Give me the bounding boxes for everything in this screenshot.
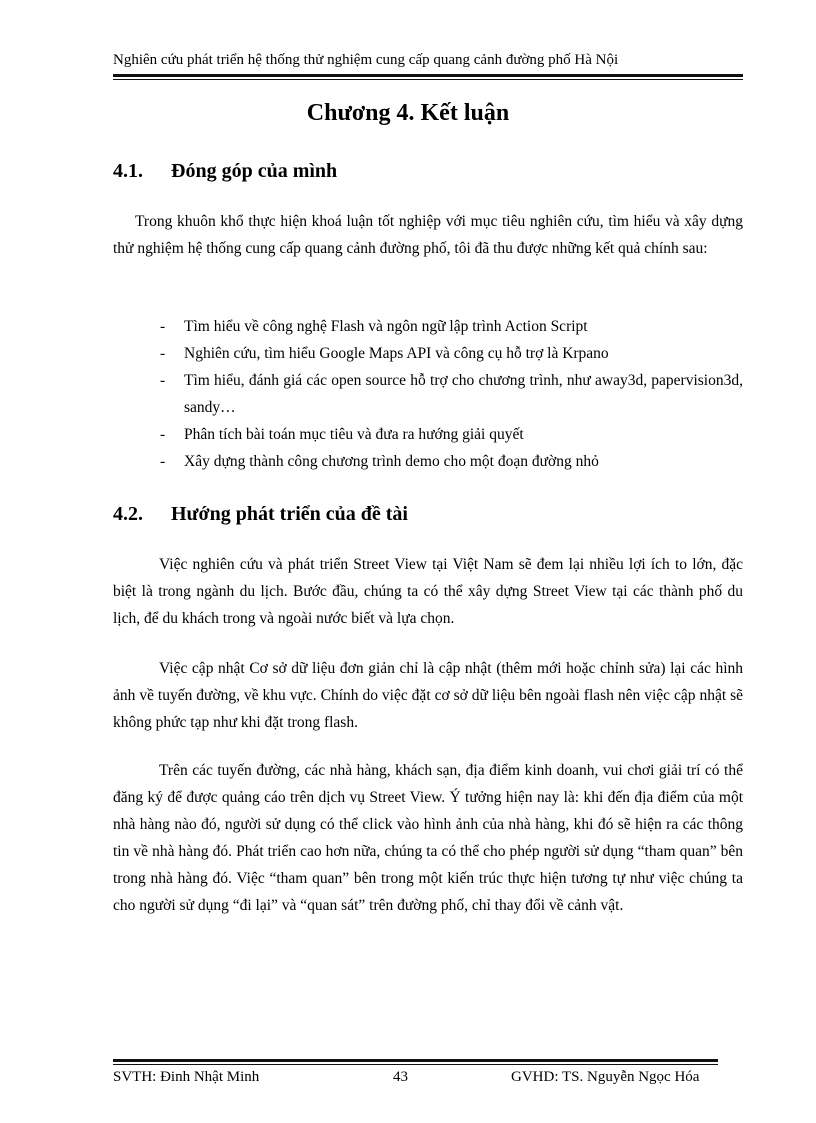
bullet-dash: - — [160, 372, 166, 389]
footer-student: SVTH: Đinh Nhật Minh — [113, 1069, 260, 1085]
section-heading-4-2 — [113, 503, 408, 526]
page-number: 43 — [393, 1069, 408, 1085]
list-item-text: Tìm hiểu về công nghệ Flash và ngôn ngữ lập trình Action Script — [184, 318, 588, 335]
contribution-list — [160, 313, 743, 475]
list-item-text: Xây dựng thành công chương trình demo cho một đoạn đường nhỏ — [184, 453, 599, 470]
section-number: 4.1. — [113, 160, 143, 182]
body-paragraph: Việc cập nhật Cơ sở dữ liệu đơn giản chỉ là cập nhật (thêm mới hoặc chỉnh sửa) lại các hình ảnh về tuyến đường, về khu vực. Chính do việc đặt cơ sở dữ liệu bên ngoài flash nên việc cập nhật sẽ không phức tạp như khi đặt trong flash. — [113, 660, 743, 731]
section-title: Đóng góp của mình — [171, 160, 338, 182]
list-item — [160, 421, 743, 448]
section-heading-4-1 — [113, 160, 337, 183]
bullet-dash: - — [160, 453, 166, 470]
section-number: 4.2. — [113, 503, 143, 525]
body-paragraph: Trên các tuyến đường, các nhà hàng, khách sạn, địa điểm kinh doanh, vui chơi giải trí có thể đăng ký để được quảng cáo trên dịch vụ Street View. Ý tưởng hiện nay là: khi đến địa điểm của một nhà hàng nào đó, người sử dụng có thể click vào hình ảnh của nhà hàng, khi đó sẽ hiện ra các thông tin về nhà hàng đó. Phát triển cao hơn nữa, chúng ta có thể cho phép người sử dụng “tham quan” bên trong nhà hàng đó. Việc “tham quan” bên trong một kiến trúc thực hiện tương tự như việc chúng ta cho người sử dụng “đi lại” và “quan sát” trên đường phố, chỉ thay đổi về cảnh vật. — [113, 762, 743, 914]
header-rule — [113, 74, 743, 80]
section-intro-paragraph: Trong khuôn khổ thực hiện khoá luận tốt nghiệp với mục tiêu nghiên cứu, tìm hiểu và xây dựng thử nghiệm hệ thống cung cấp quang cảnh đường phố, tôi đã thu được những kết quả chính sau: — [113, 213, 743, 257]
bullet-dash: - — [160, 345, 166, 362]
footer-rule — [113, 1059, 718, 1065]
list-item — [160, 367, 743, 421]
chapter-title: Chương 4. Kết luận — [306, 100, 510, 126]
bullet-dash: - — [160, 318, 166, 335]
list-item-text: Phân tích bài toán mục tiêu và đưa ra hướng giải quyết — [184, 426, 524, 443]
list-item — [160, 448, 743, 475]
section-title: Hướng phát triển của đề tài — [171, 503, 408, 525]
page-footer — [113, 1069, 743, 1089]
running-header: Nghiên cứu phát triển hệ thống thử nghiệm cung cấp quang cảnh đường phố Hà Nội — [113, 52, 619, 68]
list-item-text: Tìm hiểu, đánh giá các open source hỗ trợ cho chương trình, như away3d, papervision3d, sandy… — [184, 372, 743, 416]
list-item-text: Nghiên cứu, tìm hiểu Google Maps API và công cụ hỗ trợ là Krpano — [184, 345, 609, 362]
list-item — [160, 340, 743, 367]
footer-supervisor: GVHD: TS. Nguyễn Ngọc Hóa — [511, 1069, 700, 1085]
list-item — [160, 313, 743, 340]
bullet-dash: - — [160, 426, 166, 443]
body-paragraph: Việc nghiên cứu và phát triển Street View tại Việt Nam sẽ đem lại nhiều lợi ích to lớn, đặc biệt là trong ngành du lịch. Bước đầu, chúng ta có thể xây dựng Street View tại các thành phố du lịch, để du khách trong và ngoài nước biết và lựa chọn. — [113, 556, 743, 627]
